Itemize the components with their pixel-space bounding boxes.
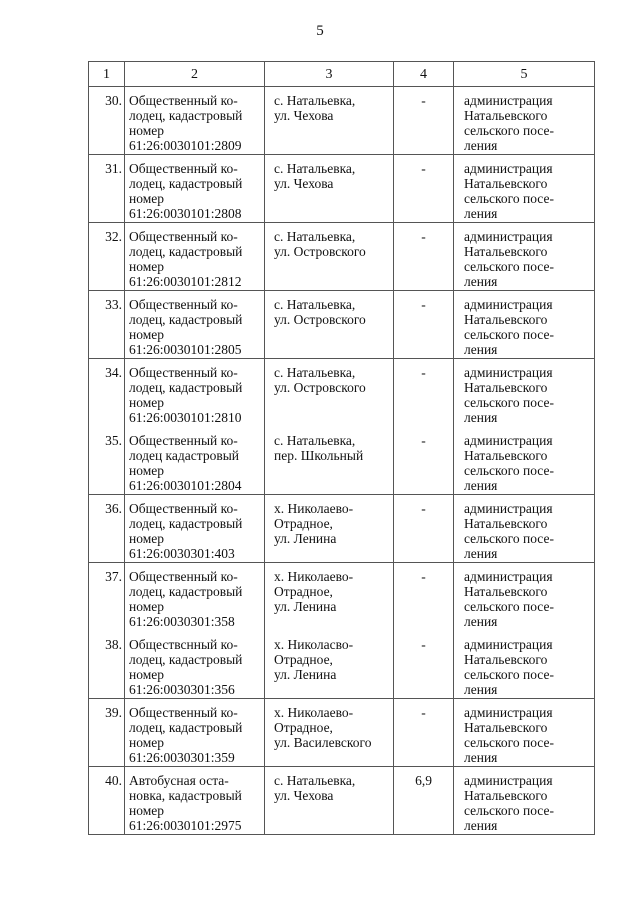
object-line: номер <box>129 463 165 478</box>
row-number: 35. <box>89 427 125 495</box>
owner-line: сельского посе- <box>464 735 554 750</box>
object-description <box>125 87 265 155</box>
object-line: номер <box>129 531 165 546</box>
location-line: ул. Островского <box>274 312 366 327</box>
object-location <box>265 359 394 427</box>
owner-line: ления <box>464 682 498 697</box>
row-number: 36. <box>89 495 125 563</box>
object-line: лодец, кадастровый <box>129 720 243 735</box>
object-location <box>265 155 394 223</box>
object-line: Общественный ко- <box>129 501 238 516</box>
table-body <box>89 87 595 835</box>
row-number: 38. <box>89 631 125 699</box>
location-line: с. Натальевка, <box>274 773 356 788</box>
object-description <box>125 699 265 767</box>
owner-organization <box>454 427 595 495</box>
object-line: 61:26:0030301:358 <box>129 614 235 629</box>
location-line: ул. Чехова <box>274 788 334 803</box>
location-line: с. Натальевка, <box>274 365 356 380</box>
object-description <box>125 359 265 427</box>
location-line: пер. Школьный <box>274 448 364 463</box>
owner-line: сельского посе- <box>464 327 554 342</box>
row-number: 37. <box>89 563 125 631</box>
object-line: Общественный ко- <box>129 569 238 584</box>
owner-line: ления <box>464 138 498 153</box>
object-location <box>265 223 394 291</box>
location-line: ул. Чехова <box>274 176 334 191</box>
owner-line: ления <box>464 410 498 425</box>
object-line: 61:26:0030301:356 <box>129 682 235 697</box>
table-row <box>89 767 595 835</box>
owner-line: Натальевского <box>464 244 548 259</box>
object-value: - <box>394 87 454 155</box>
object-line: 61:26:0030101:2812 <box>129 274 242 289</box>
object-line: Обществснный ко- <box>129 637 238 652</box>
location-line: х. Николасво- <box>274 637 354 652</box>
location-line: с. Натальевка, <box>274 161 356 176</box>
owner-organization <box>454 767 595 835</box>
location-line: ул. Василевского <box>274 735 372 750</box>
owner-line: администрация <box>464 637 553 652</box>
object-line: номер <box>129 803 165 818</box>
location-line: х. Николаево- <box>274 705 354 720</box>
location-line: с. Натальевка, <box>274 433 356 448</box>
object-line: 61:26:0030101:2804 <box>129 478 242 493</box>
owner-organization <box>454 223 595 291</box>
table-row <box>89 427 595 495</box>
location-line: ул. Островского <box>274 380 366 395</box>
table-row <box>89 631 595 699</box>
object-line: лодец, кадастровый <box>129 244 243 259</box>
owner-line: сельского посе- <box>464 191 554 206</box>
owner-line: Натальевского <box>464 176 548 191</box>
owner-line: ления <box>464 750 498 765</box>
owner-organization <box>454 631 595 699</box>
owner-line: сельского посе- <box>464 259 554 274</box>
object-line: лодец кадастровый <box>129 448 239 463</box>
location-line: ул. Ленина <box>274 667 337 682</box>
object-line: номер <box>129 395 165 410</box>
object-line: Общественный ко- <box>129 229 238 244</box>
object-description <box>125 155 265 223</box>
object-description <box>125 631 265 699</box>
object-line: лодец, кадастровый <box>129 584 243 599</box>
object-line: 61:26:0030101:2805 <box>129 342 242 357</box>
table-header-row <box>89 62 595 87</box>
owner-line: ления <box>464 274 498 289</box>
object-value: - <box>394 223 454 291</box>
owner-line: администрация <box>464 297 553 312</box>
owner-organization <box>454 359 595 427</box>
table-row <box>89 87 595 155</box>
location-line: х. Николаево- <box>274 501 354 516</box>
object-location <box>265 767 394 835</box>
object-location <box>265 291 394 359</box>
object-line: 61:26:0030101:2809 <box>129 138 242 153</box>
location-line: Отрадное, <box>274 652 333 667</box>
location-line: с. Натальевка, <box>274 229 356 244</box>
object-location <box>265 495 394 563</box>
location-line: Отрадное, <box>274 584 333 599</box>
object-description <box>125 563 265 631</box>
object-line: лодец, кадастровый <box>129 652 243 667</box>
owner-line: администрация <box>464 365 553 380</box>
header-col-3: 3 <box>265 62 394 87</box>
owner-organization <box>454 87 595 155</box>
owner-line: администрация <box>464 705 553 720</box>
owner-line: сельского посе- <box>464 531 554 546</box>
owner-organization <box>454 563 595 631</box>
table-row <box>89 223 595 291</box>
owner-line: сельского посе- <box>464 463 554 478</box>
document-table <box>88 61 595 835</box>
object-description <box>125 767 265 835</box>
object-line: номер <box>129 735 165 750</box>
object-value: - <box>394 699 454 767</box>
location-line: х. Николаево- <box>274 569 354 584</box>
owner-line: Натальевского <box>464 788 548 803</box>
object-value: - <box>394 495 454 563</box>
object-line: Общественный ко- <box>129 705 238 720</box>
object-line: номер <box>129 667 165 682</box>
header-col-1: 1 <box>89 62 125 87</box>
table-row <box>89 155 595 223</box>
owner-line: Натальевского <box>464 720 548 735</box>
object-line: Общественный ко- <box>129 433 238 448</box>
owner-line: ления <box>464 818 498 833</box>
object-line: новка, кадастровый <box>129 788 242 803</box>
object-line: 61:26:0030101:2810 <box>129 410 242 425</box>
table-row <box>89 563 595 631</box>
owner-line: Натальевского <box>464 312 548 327</box>
owner-line: Натальевского <box>464 108 548 123</box>
object-line: 61:26:0030101:2975 <box>129 818 242 833</box>
owner-line: сельского посе- <box>464 667 554 682</box>
object-location <box>265 699 394 767</box>
table-row <box>89 291 595 359</box>
object-line: номер <box>129 599 165 614</box>
row-number: 31. <box>89 155 125 223</box>
object-line: лодец, кадастровый <box>129 176 243 191</box>
location-line: ул. Ленина <box>274 531 337 546</box>
object-line: Общественный ко- <box>129 365 238 380</box>
object-description <box>125 223 265 291</box>
owner-line: ления <box>464 614 498 629</box>
object-line: лодец, кадастровый <box>129 380 243 395</box>
object-value: 6,9 <box>394 767 454 835</box>
object-line: Общественный ко- <box>129 297 238 312</box>
object-value: - <box>394 563 454 631</box>
owner-line: сельского посе- <box>464 803 554 818</box>
object-value: - <box>394 427 454 495</box>
owner-line: администрация <box>464 773 553 788</box>
owner-line: ления <box>464 478 498 493</box>
object-line: Автобусная оста- <box>129 773 229 788</box>
owner-line: ления <box>464 546 498 561</box>
location-line: ул. Чехова <box>274 108 334 123</box>
object-location <box>265 631 394 699</box>
owner-line: ления <box>464 206 498 221</box>
object-line: лодец, кадастровый <box>129 312 243 327</box>
row-number: 34. <box>89 359 125 427</box>
object-description <box>125 495 265 563</box>
location-line: с. Натальевка, <box>274 297 356 312</box>
owner-line: сельского посе- <box>464 123 554 138</box>
owner-organization <box>454 291 595 359</box>
owner-line: Натальевского <box>464 516 548 531</box>
owner-line: Натальевского <box>464 652 548 667</box>
object-line: лодец, кадастровый <box>129 108 243 123</box>
object-line: 61:26:0030301:403 <box>129 546 235 561</box>
object-line: 61:26:0030301:359 <box>129 750 235 765</box>
owner-line: Натальевского <box>464 448 548 463</box>
object-line: номер <box>129 191 165 206</box>
row-number: 40. <box>89 767 125 835</box>
object-line: Общественный ко- <box>129 161 238 176</box>
header-col-2: 2 <box>125 62 265 87</box>
owner-line: сельского посе- <box>464 395 554 410</box>
object-location <box>265 563 394 631</box>
header-col-5: 5 <box>454 62 595 87</box>
row-number: 39. <box>89 699 125 767</box>
object-location <box>265 427 394 495</box>
object-line: 61:26:0030101:2808 <box>129 206 242 221</box>
owner-line: администрация <box>464 501 553 516</box>
object-value: - <box>394 155 454 223</box>
object-line: лодец, кадастровый <box>129 516 243 531</box>
object-line: номер <box>129 123 165 138</box>
owner-line: администрация <box>464 161 553 176</box>
owner-line: ления <box>464 342 498 357</box>
object-value: - <box>394 631 454 699</box>
object-value: - <box>394 291 454 359</box>
table-row <box>89 495 595 563</box>
owner-line: Натальевского <box>464 584 548 599</box>
object-line: номер <box>129 327 165 342</box>
owner-line: администрация <box>464 93 553 108</box>
row-number: 32. <box>89 223 125 291</box>
owner-line: администрация <box>464 569 553 584</box>
row-number: 33. <box>89 291 125 359</box>
location-line: ул. Островского <box>274 244 366 259</box>
owner-line: администрация <box>464 433 553 448</box>
object-description <box>125 427 265 495</box>
object-line: номер <box>129 259 165 274</box>
owner-line: Натальевского <box>464 380 548 395</box>
object-description <box>125 291 265 359</box>
owner-line: администрация <box>464 229 553 244</box>
owner-organization <box>454 699 595 767</box>
location-line: с. Натальевка, <box>274 93 356 108</box>
object-location <box>265 87 394 155</box>
location-line: ул. Ленина <box>274 599 337 614</box>
owner-line: сельского посе- <box>464 599 554 614</box>
header-col-4: 4 <box>394 62 454 87</box>
row-number: 30. <box>89 87 125 155</box>
owner-organization <box>454 155 595 223</box>
object-value: - <box>394 359 454 427</box>
object-line: Общественный ко- <box>129 93 238 108</box>
table-row <box>89 359 595 427</box>
page-number: 5 <box>316 23 324 39</box>
owner-organization <box>454 495 595 563</box>
location-line: Отрадное, <box>274 720 333 735</box>
location-line: Отрадное, <box>274 516 333 531</box>
table-row <box>89 699 595 767</box>
